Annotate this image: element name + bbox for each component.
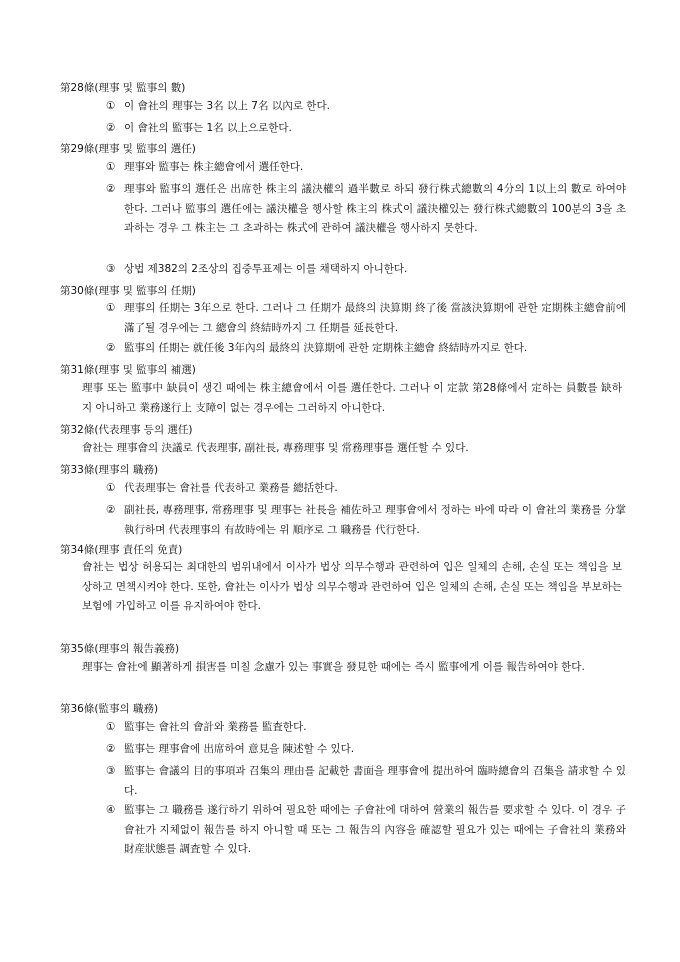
- article-28-item-2: [106, 119, 626, 139]
- article-29-title: 第29條(理事 및 監事의 選任): [60, 143, 196, 155]
- item-text: 監事는 그 職務를 遂行하기 위하여 필요한 때에는 子會社에 대하여 營業의 報告를 要求할 수 있다. 이 경우 子會社가 지체없이 報告를 하지 아니할 때 또는 그 報告의 內容을 確認할 필요가 있는 때에는 子會社의 業務와 財産狀態를 調査할 수 있다.: [124, 804, 626, 856]
- article-35-paragraph: 理事는 會社에 顯著하게 損害를 미칠 念慮가 있는 事實을 發見한 때에는 즉시 監事에게 이를 報告하여야 한다.: [82, 661, 585, 673]
- article-36-item-2: [106, 740, 626, 760]
- item-text: 監事는 會社의 會計와 業務를 監査한다.: [124, 721, 307, 733]
- article-31-title: 第31條(理事 및 監事의 補選): [60, 364, 196, 376]
- article-29-item-3: [106, 260, 626, 280]
- article-28-title: 第28條(理事 및 監事의 數): [60, 82, 186, 94]
- item-number: ③: [106, 263, 116, 275]
- item-number: ①: [106, 161, 116, 173]
- article-32-paragraph: 會社는 理事會의 決議로 代表理事, 副社長, 專務理事 및 常務理事를 選任할 수 있다.: [82, 442, 469, 454]
- article-28-item-1: [106, 97, 626, 117]
- item-number: ②: [106, 183, 116, 195]
- article-36-item-1: [106, 718, 626, 738]
- item-number: ④: [106, 804, 116, 816]
- item-number: ①: [106, 721, 116, 733]
- item-text: 이 會社의 理事는 3名 以上 7名 以內로 한다.: [124, 100, 330, 112]
- article-31-paragraph: 理事 또는 監事中 缺員이 생긴 때에는 株主總會에서 이를 選任한다. 그러나 이 定款 第28條에서 定하는 員數를 缺하지 아니하고 業務遂行上 支障이 없는 경우에는 그러하지 아니한다.: [82, 382, 622, 414]
- article-33-item-2: [106, 501, 626, 540]
- item-number: ②: [106, 122, 116, 134]
- item-number: ①: [106, 100, 116, 112]
- item-text: 監事는 理事會에 出席하여 意見을 陳述할 수 있다.: [124, 743, 355, 755]
- article-32-title: 第32條(代表理事 등의 選任): [60, 424, 193, 436]
- article-30-item-1: [106, 299, 626, 338]
- article-34-paragraph: 會社는 법상 허용되는 최대한의 범위내에서 이사가 법상 의무수행과 관련하여 입은 일체의 손해, 손실 또는 책임을 보상하고 면책시켜야 한다. 또한, 會社는 이사가 법상 의무수행과 관련하여 입은 일체의 손해, 손실 또는 책임을 부보하는 보험에 가입하고 이를 유지하여야 한다.: [82, 561, 622, 613]
- item-number: ③: [106, 765, 116, 777]
- article-33-title: 第33條(理事의 職務): [60, 464, 159, 476]
- item-number: ②: [106, 743, 116, 755]
- item-text: 이 會社의 監事는 1名 以上으로한다.: [124, 122, 292, 134]
- article-34-title: 第34條(理事 責任의 免責): [60, 544, 183, 556]
- item-number: ①: [106, 302, 116, 314]
- item-text: 理事와 監事는 株主總會에서 選任한다.: [124, 161, 304, 173]
- item-text: 副社長, 專務理事, 常務理事 및 理事는 社長을 補佐하고 理事會에서 정하는 바에 따라 이 會社의 業務를 分掌 執行하며 代表理事의 有故時에는 위 順序로 그 職務를 代行한다.: [124, 504, 626, 536]
- article-36-item-3: [106, 762, 626, 801]
- article-33-item-1: [106, 479, 626, 499]
- article-36-title: 第36條(監事의 職務): [60, 703, 159, 715]
- item-text: 監事는 會議의 目的事項과 召集의 理由를 記載한 書面을 理事會에 提出하여 臨時總會의 召集을 請求할 수 있다.: [124, 765, 626, 797]
- item-number: ①: [106, 482, 116, 494]
- item-text: 監事의 任期는 就任後 3年內의 最終의 決算期에 관한 定期株主總會 終結時까지로 한다.: [124, 342, 528, 354]
- item-text: 理事와 監事의 選任은 出席한 株主의 議決權의 過半數로 하되 發行株式總數의 4分의 1以上의 數로 하여야 한다. 그러나 監事의 選任에는 議決權을 행사할 株主의 株式이 議決權있는 發行株式總數의 100분의 3을 초과하는 경우 그 株主는 그 초과하는 株式에 관하여 議決權을 행사하지 못한다.: [124, 183, 626, 235]
- item-number: ②: [106, 342, 116, 354]
- item-text: 代表理事는 會社를 代表하고 業務를 總括한다.: [124, 482, 338, 494]
- article-30-title: 第30條(理事 및 監事의 任期): [60, 285, 196, 297]
- item-text: 상법 제382의 2조상의 집중투표제는 이를 채택하지 아니한다.: [124, 263, 408, 275]
- item-number: ②: [106, 504, 116, 516]
- article-29-item-2: [106, 180, 626, 239]
- article-35-title: 第35條(理事의 報告義務): [60, 643, 180, 655]
- item-text: 理事의 任期는 3年으로 한다. 그러나 그 任期가 最終의 決算期 終了後 當該決算期에 관한 定期株主總會前에 滿了될 경우에는 그 總會의 終結時까지 그 任期를 延長한다.: [124, 302, 626, 334]
- article-36-item-4: [106, 801, 626, 860]
- article-29-item-1: [106, 158, 626, 178]
- article-30-item-2: [106, 339, 626, 359]
